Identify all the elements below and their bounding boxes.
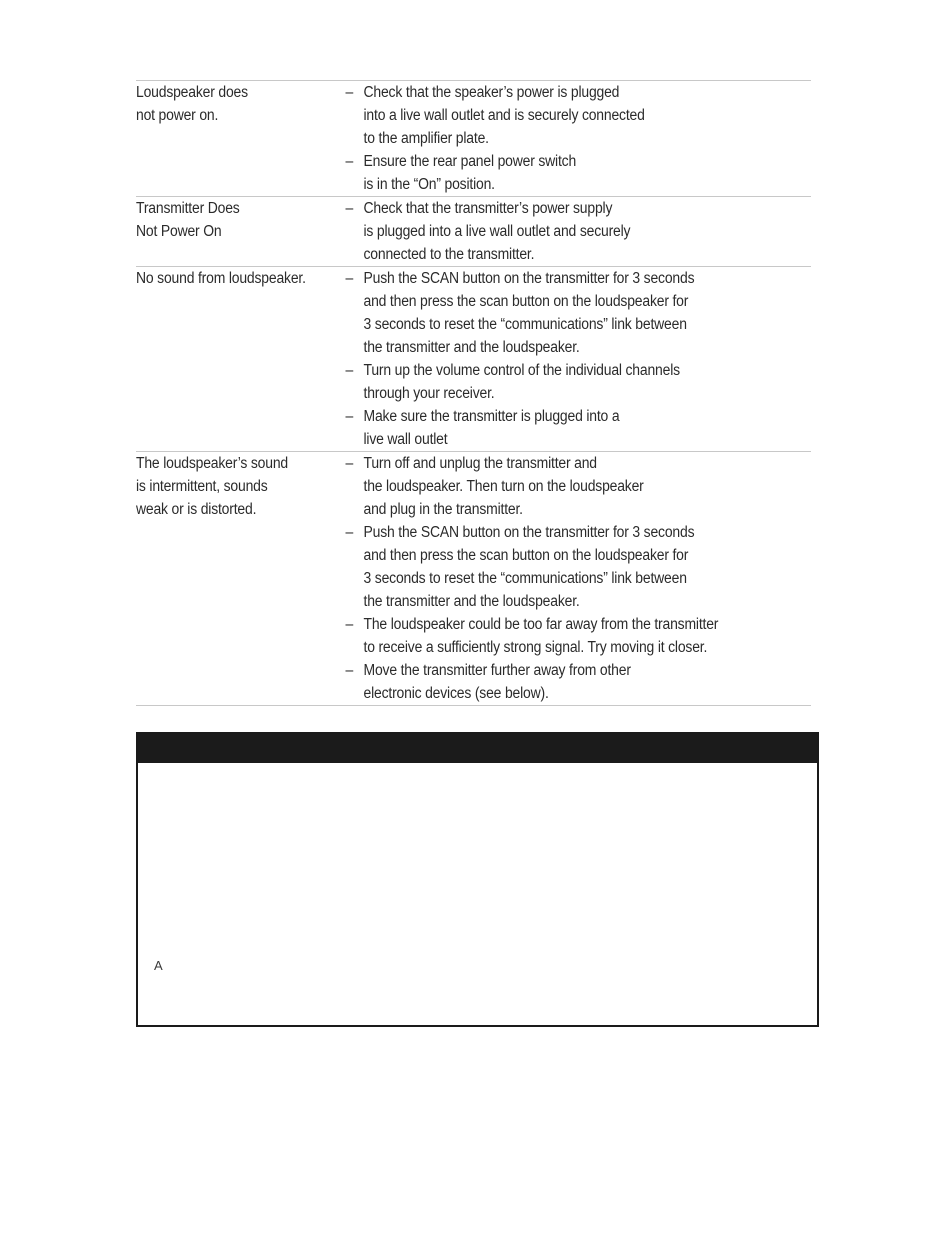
problem-cell (136, 267, 321, 290)
table-row (136, 267, 811, 452)
problem-text: Loudspeaker does (136, 84, 248, 101)
remedies-cell (341, 81, 764, 196)
dash-bullet: – (345, 408, 354, 425)
remedy-text: Make sure the transmitter is plugged into a (363, 408, 620, 425)
remedy-text: and then press the scan button on the loudspeaker for (363, 547, 689, 564)
remedy-text: is in the “On” position. (363, 176, 495, 193)
dash-bullet: – (345, 455, 354, 472)
remedy-item (341, 521, 764, 613)
problem-text: The loudspeaker’s sound (136, 455, 289, 472)
remedy-text: Check that the speaker’s power is plugged (363, 84, 620, 101)
remedy-item (341, 267, 764, 359)
remedy-text: is plugged into a live wall outlet and securely (363, 223, 631, 240)
problem-text: Not Power On (136, 223, 222, 240)
dash-bullet: – (345, 270, 354, 287)
remedy-text: into a live wall outlet and is securely connected (363, 107, 645, 124)
dash-bullet: – (345, 84, 354, 101)
problem-text: is intermittent, sounds (136, 478, 268, 495)
remedy-text: connected to the transmitter. (363, 246, 535, 263)
remedies-cell (341, 197, 764, 266)
remedy-text: to the amplifier plate. (363, 130, 489, 147)
remedy-text: live wall outlet (363, 431, 448, 448)
remedy-text: Turn off and unplug the transmitter and (363, 455, 597, 472)
remedy-item (341, 81, 764, 150)
troubleshooting-table (136, 80, 811, 706)
remedies-cell (341, 267, 764, 451)
remedy-text: the transmitter and the loudspeaker. (363, 593, 580, 610)
table-row (136, 452, 811, 706)
remedy-item (341, 659, 764, 705)
remedy-text: Push the SCAN button on the transmitter for 3 seconds (363, 270, 695, 287)
remedy-text: the transmitter and the loudspeaker. (363, 339, 580, 356)
remedy-item (341, 452, 764, 521)
dash-bullet: – (345, 362, 354, 379)
remedies-cell (341, 452, 764, 705)
dash-bullet: – (345, 524, 354, 541)
remedy-text: and plug in the transmitter. (363, 501, 523, 518)
remedy-text: 3 seconds to reset the “communications” link between (363, 316, 687, 333)
table-row (136, 81, 811, 197)
remedy-text: Move the transmitter further away from other (363, 662, 631, 679)
problem-text: Transmitter Does (136, 200, 240, 217)
remedy-item (341, 613, 764, 659)
notice-box (136, 732, 819, 1027)
remedy-text: to receive a sufficiently strong signal. Try moving it closer. (363, 639, 708, 656)
remedy-text: Ensure the rear panel power switch (363, 153, 577, 170)
table-row (136, 197, 811, 267)
remedy-text: through your receiver. (363, 385, 495, 402)
remedy-item (341, 197, 764, 266)
problem-cell (136, 197, 321, 243)
remedy-text: Push the SCAN button on the transmitter for 3 seconds (363, 524, 695, 541)
remedy-text: The loudspeaker could be too far away from the transmitter (363, 616, 719, 633)
remedy-item (341, 405, 764, 451)
remedy-item (341, 359, 764, 405)
problem-cell (136, 81, 321, 127)
remedy-text: the loudspeaker. Then turn on the loudspeaker (363, 478, 644, 495)
dash-bullet: – (345, 662, 354, 679)
notice-letter: A (154, 958, 163, 973)
dash-bullet: – (345, 200, 354, 217)
dash-bullet: – (345, 153, 354, 170)
problem-text: not power on. (136, 107, 219, 124)
problem-text: weak or is distorted. (136, 501, 257, 518)
remedy-text: Check that the transmitter’s power supply (363, 200, 613, 217)
problem-cell (136, 452, 321, 521)
problem-text: No sound from loudspeaker. (136, 270, 306, 287)
remedy-text: electronic devices (see below). (363, 685, 549, 702)
dash-bullet: – (345, 616, 354, 633)
notice-header-bar (138, 734, 817, 763)
remedy-text: and then press the scan button on the loudspeaker for (363, 293, 689, 310)
remedy-item (341, 150, 764, 196)
remedy-text: 3 seconds to reset the “communications” link between (363, 570, 687, 587)
remedy-text: Turn up the volume control of the individual channels (363, 362, 680, 379)
